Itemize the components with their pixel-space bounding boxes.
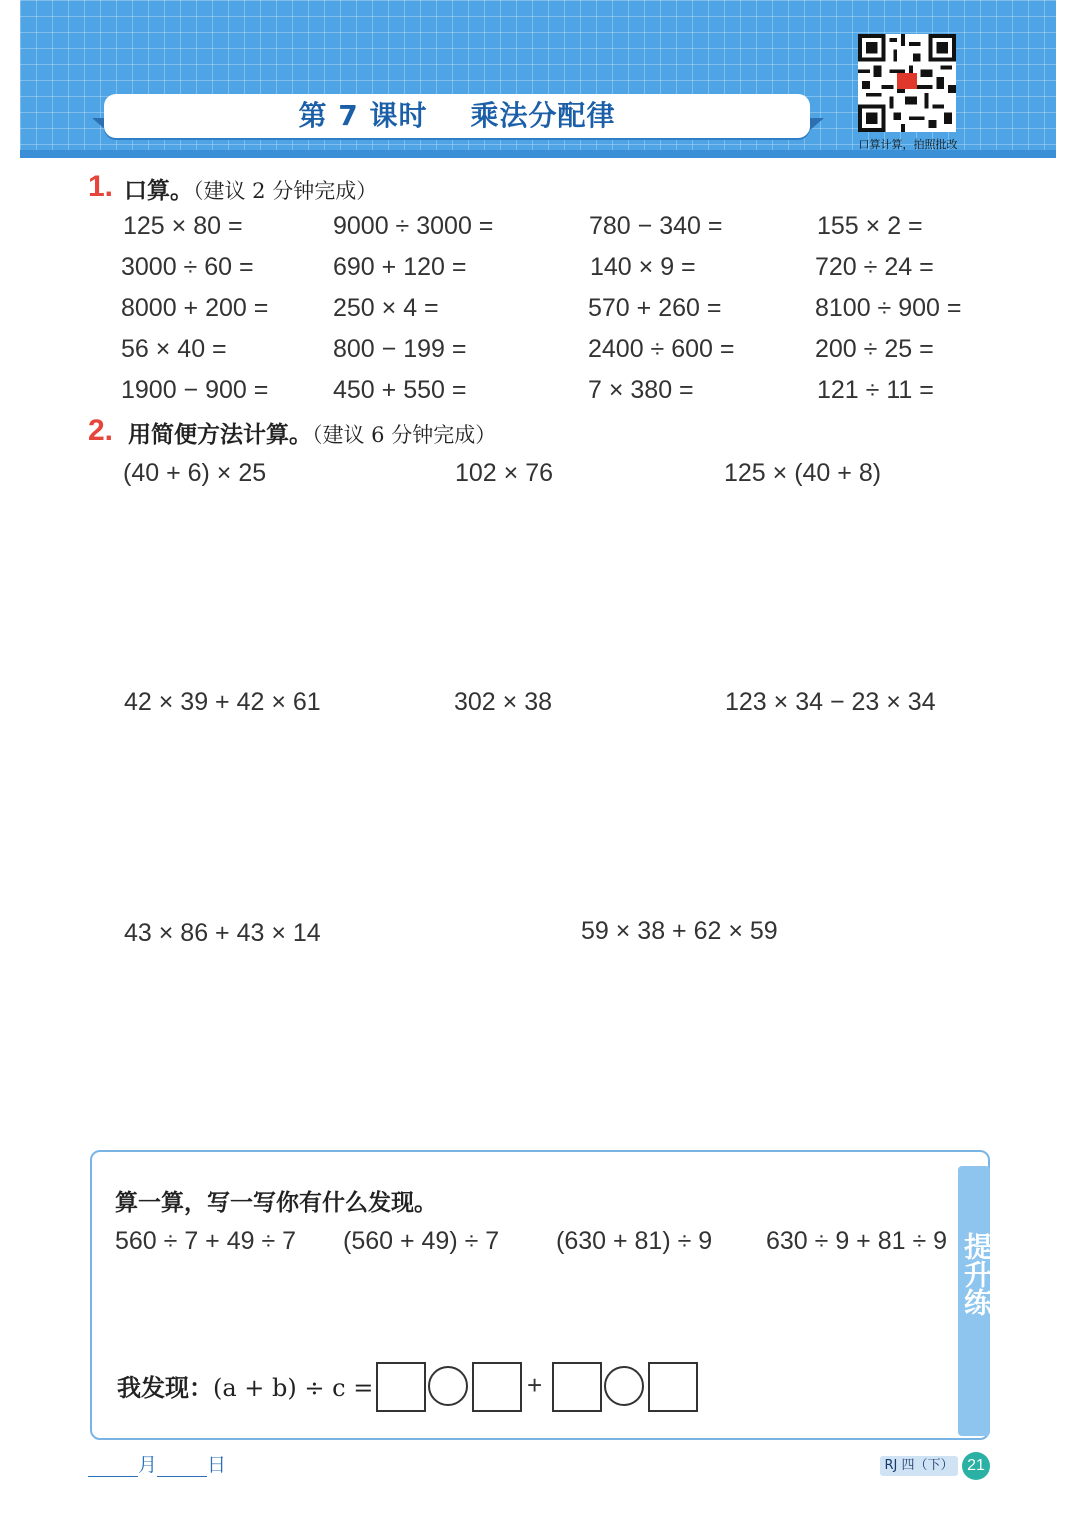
- q2-time-note: （建议 6 分钟完成）: [312, 423, 497, 447]
- mental-math-expr: 250 × 4 =: [333, 294, 439, 322]
- simplify-expr: 123 × 34 − 23 × 34: [725, 688, 936, 716]
- discover-label: 我发现：: [117, 1374, 213, 1402]
- mental-math-expr: 800 − 199 =: [333, 335, 467, 363]
- simplify-expr: 102 × 76: [455, 459, 554, 487]
- mental-math-expr: 1900 − 900 =: [121, 376, 269, 404]
- mental-math-expr: 56 × 40 =: [121, 335, 227, 363]
- simplify-expr: 59 × 38 + 62 × 59: [581, 917, 778, 945]
- date-field: [88, 1450, 226, 1477]
- discover-formula: (a + b) ÷ c =: [213, 1374, 374, 1402]
- banner-fold-right: [810, 118, 824, 130]
- day-blank[interactable]: [157, 1456, 207, 1477]
- mental-math-expr: 2400 ÷ 600 =: [588, 335, 735, 363]
- q1-heading: [124, 172, 377, 205]
- operator-circle-2[interactable]: [604, 1366, 644, 1406]
- answer-box-3[interactable]: [552, 1362, 602, 1412]
- mental-math-expr: 7 × 380 =: [588, 376, 694, 404]
- q1-title: 口算。: [124, 178, 193, 204]
- mental-math-expr: 140 × 9 =: [590, 253, 696, 281]
- improve-title: 算一算，写一写你有什么发现。: [115, 1190, 437, 1216]
- answer-box-1[interactable]: [376, 1362, 426, 1412]
- simplify-expr: 42 × 39 + 42 × 61: [124, 688, 321, 716]
- division-expr: 630 ÷ 9 + 81 ÷ 9: [766, 1227, 948, 1255]
- qr-code-icon[interactable]: [858, 34, 956, 132]
- mental-math-expr: 720 ÷ 24 =: [815, 253, 934, 281]
- division-expr: (630 + 81) ÷ 9: [556, 1227, 713, 1255]
- qr-caption: 口算计算，拍照批改: [858, 138, 958, 151]
- operator-circle-1[interactable]: [428, 1366, 468, 1406]
- mental-math-expr: 155 × 2 =: [817, 212, 923, 240]
- edition-label: RJ 四（下）: [880, 1456, 958, 1476]
- mental-math-expr: 8100 ÷ 900 =: [815, 294, 962, 322]
- q2-heading: [128, 416, 496, 449]
- month-blank[interactable]: [88, 1456, 138, 1477]
- answer-box-2[interactable]: [472, 1362, 522, 1412]
- month-label: 月: [138, 1454, 158, 1476]
- q2-number: 2.: [88, 414, 114, 447]
- mental-math-expr: 690 + 120 =: [333, 253, 467, 281]
- discovery-line: [117, 1368, 373, 1403]
- improve-tab-label: 提升练: [960, 1232, 993, 1316]
- simplify-expr: 125 × (40 + 8): [724, 459, 882, 487]
- mental-math-expr: 780 − 340 =: [589, 212, 723, 240]
- division-expr: 560 ÷ 7 + 49 ÷ 7: [115, 1227, 297, 1255]
- simplify-expr: 43 × 86 + 43 × 14: [124, 919, 321, 947]
- simplify-expr: (40 + 6) × 25: [123, 459, 267, 487]
- plus-sign: +: [527, 1370, 543, 1400]
- day-label: 日: [207, 1454, 227, 1476]
- mental-math-expr: 200 ÷ 25 =: [815, 335, 934, 363]
- q2-title: 用简便方法计算。: [128, 422, 312, 448]
- page-number: 21: [962, 1452, 990, 1480]
- division-expr: (560 + 49) ÷ 7: [343, 1227, 500, 1255]
- q1-number: 1.: [88, 170, 114, 203]
- mental-math-expr: 125 × 80 =: [123, 212, 243, 240]
- mental-math-expr: 8000 + 200 =: [121, 294, 269, 322]
- simplify-expr: 302 × 38: [454, 688, 553, 716]
- mental-math-expr: 570 + 260 =: [588, 294, 722, 322]
- mental-math-expr: 3000 ÷ 60 =: [121, 253, 254, 281]
- mental-math-expr: 450 + 550 =: [333, 376, 467, 404]
- mental-math-expr: 9000 ÷ 3000 =: [333, 212, 494, 240]
- answer-box-4[interactable]: [648, 1362, 698, 1412]
- mental-math-expr: 121 ÷ 11 =: [817, 376, 934, 404]
- improve-tab: [958, 1166, 993, 1436]
- lesson-title: 第 7 课时 乘法分配律: [298, 99, 616, 132]
- q1-time-note: （建议 2 分钟完成）: [193, 179, 378, 203]
